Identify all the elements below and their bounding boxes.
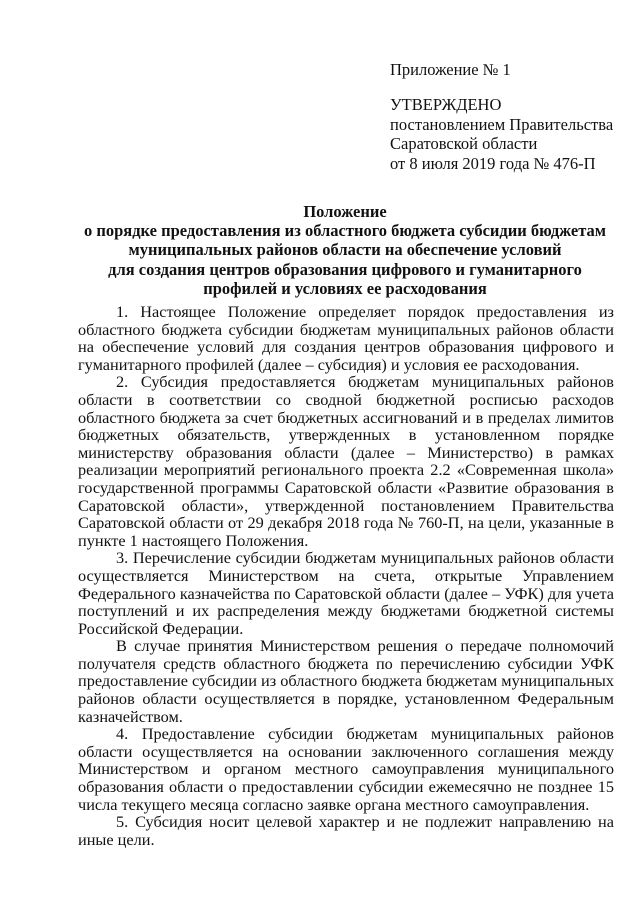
paragraph	[78, 725, 614, 813]
paragraph	[78, 637, 614, 725]
paragraph-line: Российской Федерации.	[78, 618, 244, 638]
paragraph-line: 2. Субсидия предоставляется бюджетам муниципальных районов	[116, 372, 614, 392]
title-line: о порядке предоставления из областного бюджета субсидии бюджетам	[83, 221, 607, 241]
approval-line: Саратовской области	[390, 134, 538, 154]
paragraph-line: 3. Перечисление субсидии бюджетам муниципальных районов области	[116, 548, 614, 568]
document-title	[70, 202, 620, 298]
paragraph	[78, 549, 614, 637]
paragraph-line: Саратовской области», утвержденной постановлением Правительства	[78, 495, 614, 515]
paragraph-line: реализации мероприятий регионального проекта 2.2 «Современная школа»	[78, 460, 614, 480]
paragraph-line: Федерального казначейства по Саратовской области (далее – УФК) для учета	[78, 583, 614, 603]
title-line: профилей и условиях ее расходования	[203, 278, 487, 298]
paragraph-line: областного бюджета субсидии бюджетам муниципальных районов области	[78, 319, 614, 339]
title-line: для создания центров образования цифрового и гуманитарного	[108, 259, 582, 279]
paragraph-line: пункте 1 настоящего Положения.	[78, 530, 309, 550]
paragraph-line: получателя средств областного бюджета по перечислению субсидии УФК	[78, 653, 614, 673]
paragraph-line: министерству образования области (далее – Министерство) в рамках	[78, 442, 614, 462]
paragraph-line: В случае принятия Министерством решения о передаче полномочий	[116, 636, 614, 656]
approval-block	[390, 95, 613, 173]
paragraph-line: казначейством.	[78, 706, 183, 726]
paragraph-line: государственной программы Саратовской области «Развитие образования в	[78, 477, 614, 497]
approved-heading: УТВЕРЖДЕНО	[390, 95, 502, 114]
paragraph	[78, 813, 614, 848]
paragraph-line: образования области о предоставлении субсидии ежемесячно не позднее 15	[78, 777, 614, 797]
appendix-label: Приложение № 1	[390, 60, 511, 79]
paragraph-line: гуманитарного профилей (далее – субсидия) и условия ее расходования.	[78, 354, 580, 374]
paragraph-line: 4. Предоставление субсидии бюджетам муниципальных районов	[116, 724, 614, 744]
approval-line: от 8 июля 2019 года № 476-П	[390, 153, 596, 173]
paragraph-line: 1. Настоящее Положение определяет порядок предоставления из	[116, 302, 614, 321]
title-line: Положение	[303, 202, 387, 221]
paragraph-line: районов области осуществляется в порядке, установленном Федеральным	[78, 689, 614, 709]
paragraph-line: Саратовской области от 29 декабря 2018 года № 760-П, на цели, указанные в	[78, 513, 614, 533]
paragraph-line: Министерством и органом местного самоуправления муниципального	[78, 759, 614, 779]
paragraph	[78, 303, 614, 373]
paragraph-line: предоставление субсидии из областного бюджета бюджетам муниципальных	[78, 671, 614, 691]
paragraph-line: области осуществляется на основании заключенного соглашения между	[78, 741, 614, 761]
approval-line: постановлением Правительства	[390, 114, 614, 134]
paragraph-line: областного бюджета за счет бюджетных ассигнований и в пределах лимитов	[78, 407, 614, 427]
paragraph-line: бюджетных обязательств, утвержденных в установленном порядке	[78, 425, 614, 445]
paragraph-line: иные цели.	[78, 829, 155, 849]
paragraph-line: на обеспечение условий для создания центров образования цифрового и	[78, 337, 614, 357]
paragraph-line: поступлений и их распределения между бюджетами бюджетной системы	[78, 601, 614, 621]
paragraph	[78, 373, 614, 549]
paragraph-line: 5. Субсидия носит целевой характер и не подлежит направлению на	[116, 812, 614, 832]
paragraph-line: области в соответствии со сводной бюджетной росписью расходов	[78, 389, 614, 409]
document-body	[78, 303, 614, 848]
paragraph-line: числа текущего месяца согласно заявке органа местного самоуправления.	[78, 794, 590, 814]
paragraph-line: осуществляется Министерством на счета, открытые Управлением	[78, 565, 614, 585]
title-line: муниципальных районов области на обеспечение условий	[128, 240, 562, 260]
